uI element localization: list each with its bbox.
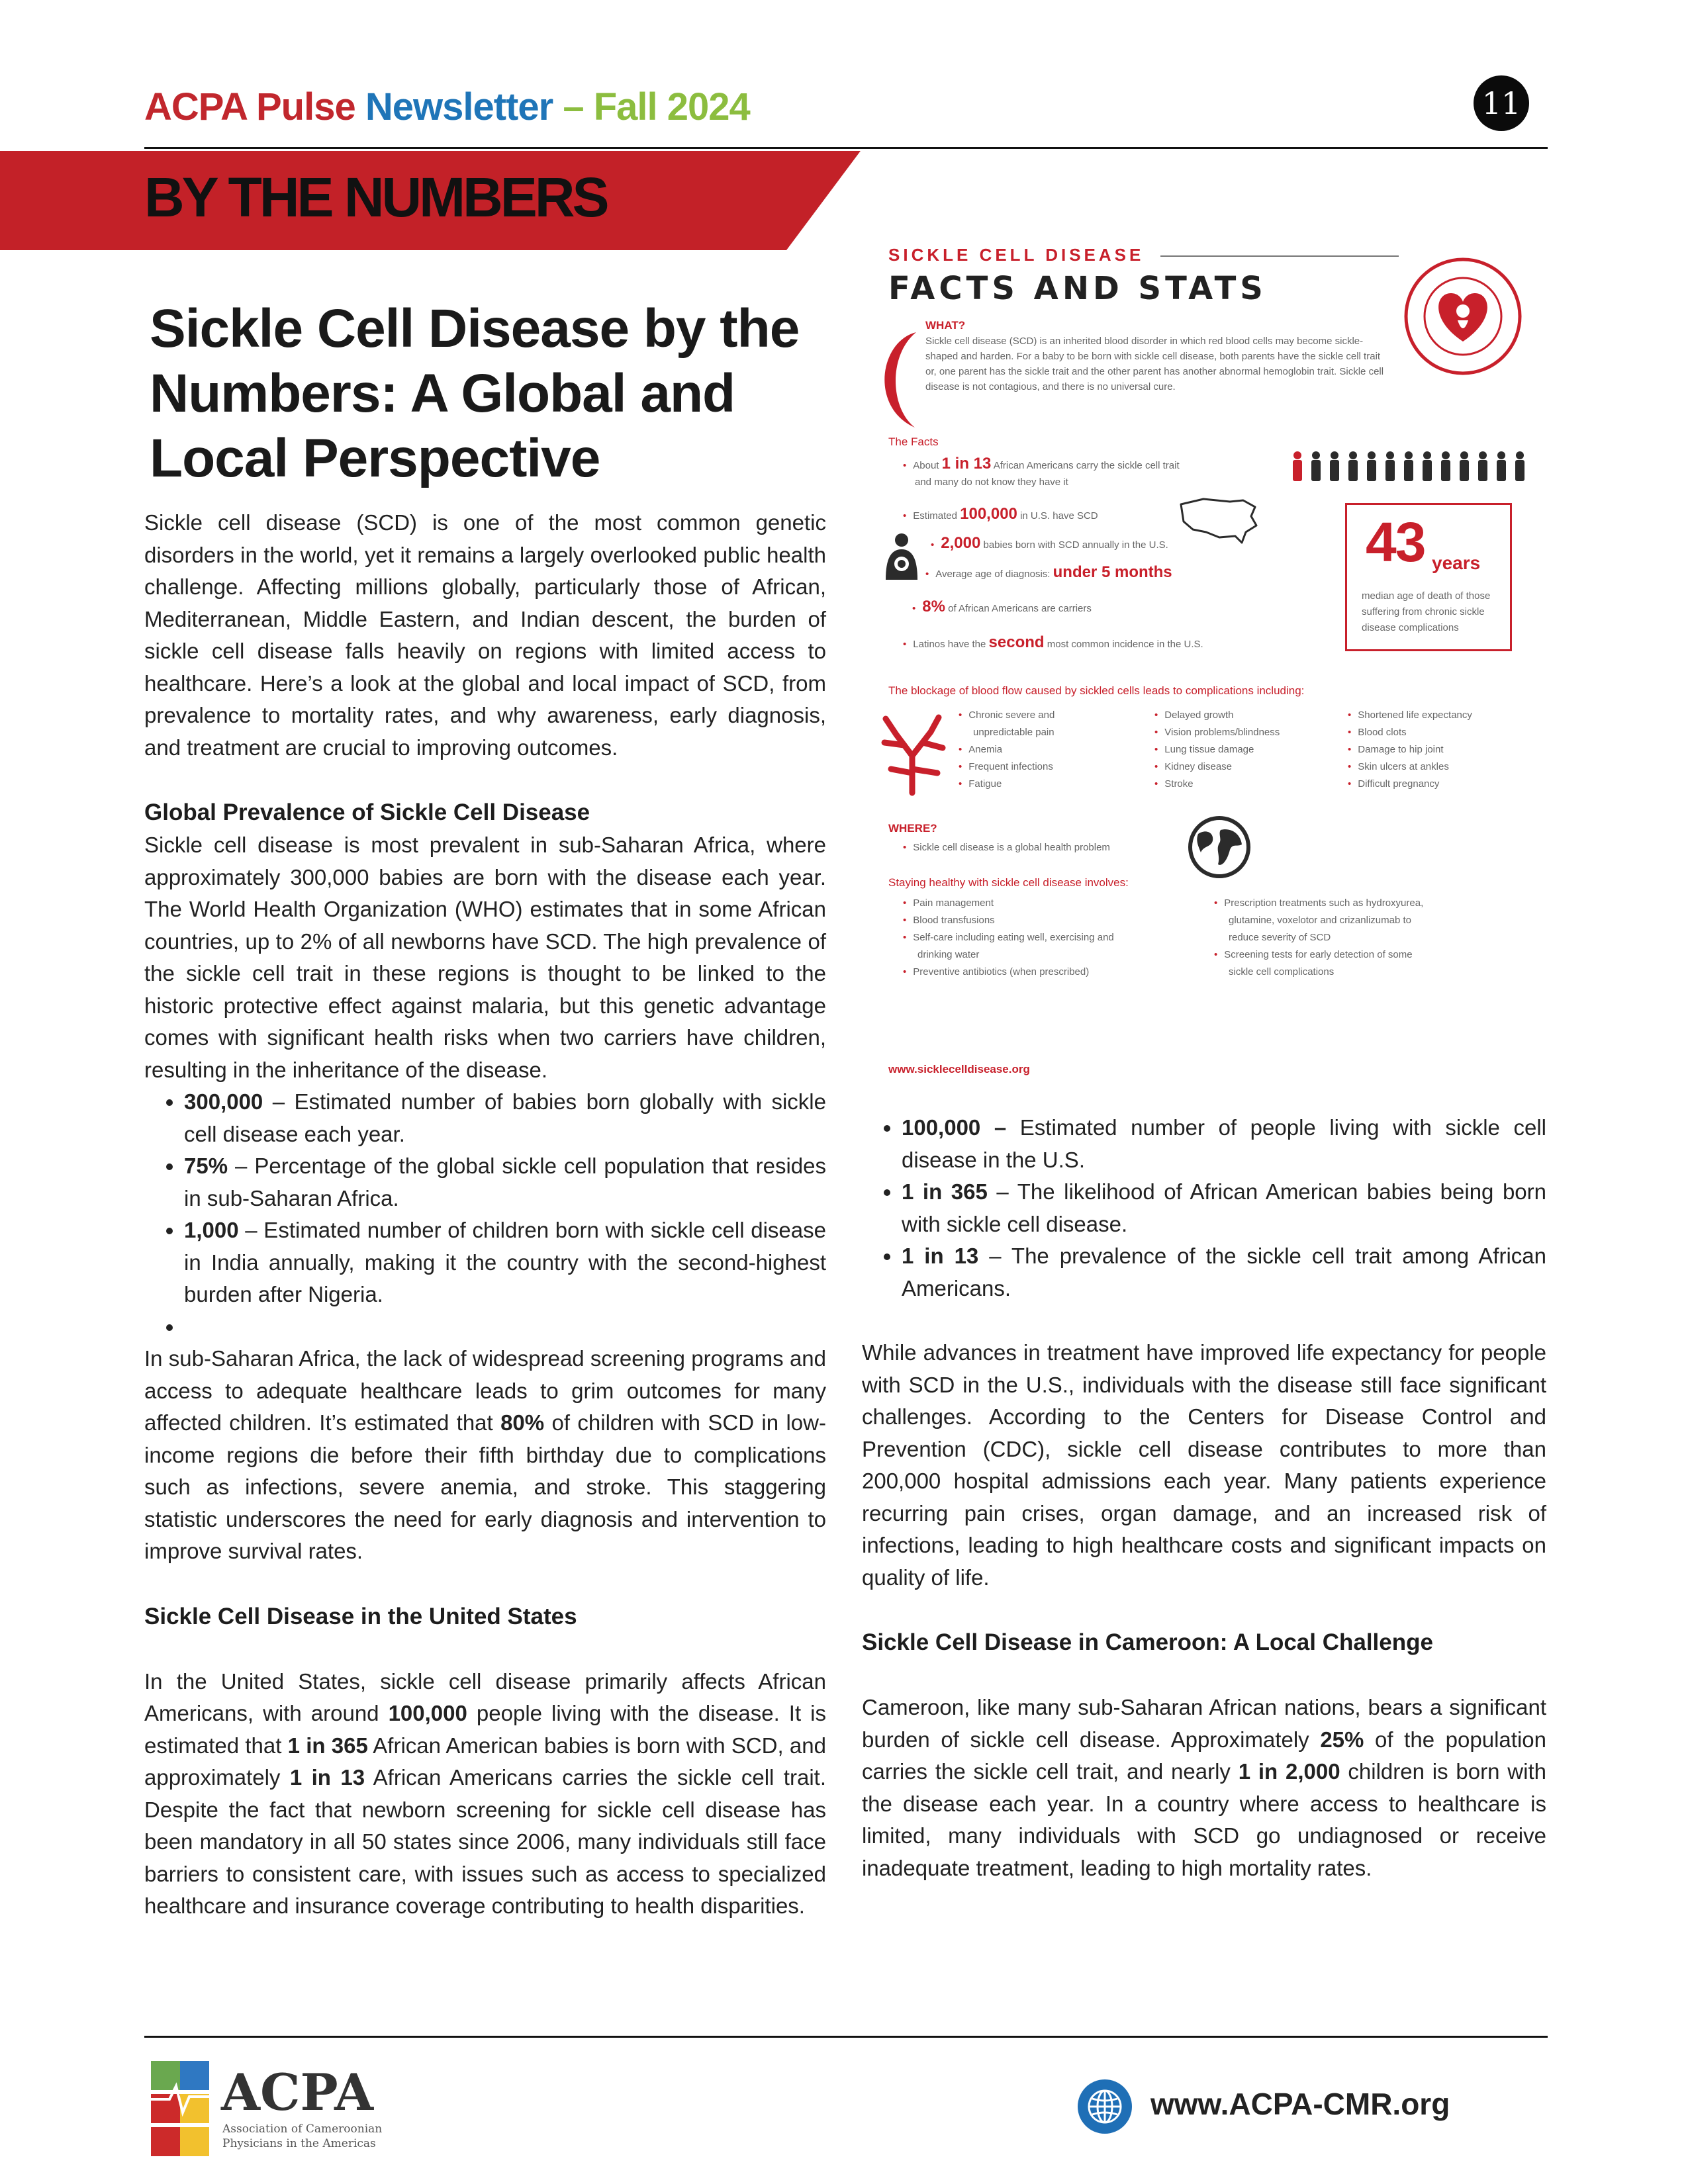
- people-row-icon: [1289, 450, 1528, 482]
- healthy-col-2: [1214, 895, 1423, 981]
- logo-subtitle-2: Physicians in the Americas: [222, 2137, 376, 2150]
- median-age-number: 43: [1366, 511, 1425, 573]
- section-banner-text: BY THE NUMBERS: [144, 166, 607, 228]
- logo-subtitle-1: Association of Cameroonian: [222, 2122, 383, 2136]
- where-text: • Sickle cell disease is a global health problem: [903, 842, 1110, 853]
- list-item: • 1 in 13 – The prevalence of the sickle cell trait among African Americans.: [902, 1240, 1546, 1304]
- empty-list-item: [184, 1311, 826, 1343]
- list-item: reduce severity of SCD: [1229, 932, 1331, 943]
- us-paragraph: In the United States, sickle cell disease primarily affects African Americans, with around 100,000 people living with the disease. It is estimated that 1 in 365 African American babies is born with SCD, and approximately 1 in 13 African Americans carries the sickle cell trait. Despite the fact that newborn screening for sickle cell disease has been mandatory in all 50 states since 2006, many individuals still face barriers to consistent care, with issues such as access to specialized healthcare and insurance coverage contributing to health disparities.: [144, 1668, 826, 1918]
- healthy-col-1: [903, 895, 1114, 981]
- list-item: • Skin ulcers at ankles: [1348, 761, 1449, 772]
- fact-6: • Latinos have the second most common incidence in the U.S.: [903, 633, 1203, 651]
- complications-col-1: [959, 707, 1055, 793]
- list-item: • Stroke: [1154, 778, 1194, 790]
- what-label: WHAT?: [925, 319, 966, 332]
- list-item: • Frequent infections: [959, 761, 1053, 772]
- list-item: unpredictable pain: [973, 727, 1055, 738]
- list-item: • 1,000 – Estimated number of children born with sickle cell disease in India annually, making it the country with the second-highest burden after Nigeria.: [184, 1214, 826, 1311]
- list-item: • 1 in 365 – The likelihood of African American babies being born with sickle cell disease.: [902, 1176, 1546, 1240]
- us-heading: Sickle Cell Disease in the United States: [144, 1603, 577, 1629]
- header-rule: [144, 147, 1548, 149]
- median-age-unit: years: [1432, 553, 1481, 573]
- list-item: • Shortened life expectancy: [1348, 709, 1472, 721]
- sickle-cell-association-seal-icon: [1403, 257, 1523, 376]
- right-column-body: [862, 1337, 1546, 1884]
- median-age-caption: median age of death of those suffering from chronic sickle disease complications: [1362, 590, 1491, 633]
- list-item: • Anemia: [959, 744, 1003, 755]
- advances-paragraph: While advances in treatment have improved life expectancy for people with SCD in the U.S., individuals with the disease still face significant challenges. According to the Centers for Disease Control and Prevention (CDC), sickle cell disease contributes to more than 200,000 hospital admissions each year. Many patients experience recurring pain crises, organ damage, and an increased risk of infections, leading to high healthcare costs and significant impacts on quality of life.: [862, 1340, 1546, 1590]
- list-item: glutamine, voxelotor and crizanlizumab to: [1229, 915, 1411, 926]
- us-map-icon: [1177, 492, 1262, 547]
- complications-col-3: [1348, 707, 1472, 793]
- list-item: • 75% – Percentage of the global sickle cell population that resides in sub-Saharan Africa.: [184, 1150, 826, 1214]
- cameroon-paragraph: Cameroon, like many sub-Saharan African nations, bears a significant burden of sickle cell disease. Approximately 25% of the population carries the sickle cell trait, and nearly 1 in 2,000 children is born with the disease each year. In a country where access to healthcare is limited, many individuals with SCD go undiagnosed or receive inadequate treatment, leading to high mortality rates.: [862, 1695, 1546, 1880]
- sickle-cell-crescent-icon: [872, 328, 919, 432]
- list-item: • Damage to hip joint: [1348, 744, 1444, 755]
- left-column: [144, 507, 826, 1923]
- complications-label: The blockage of blood flow caused by sickled cells leads to complications including:: [888, 684, 1305, 697]
- facts-label: The Facts: [888, 435, 939, 448]
- fact-5: • 8% of African Americans are carriers: [912, 598, 1092, 615]
- logo-wordmark: ACPA: [221, 2063, 374, 2122]
- website-globe-icon: [1076, 2078, 1133, 2135]
- global-paragraph: Sickle cell disease is most prevalent in sub-Saharan Africa, where approximately 300,000 babies are born with the disease each year. The World Health Organization (WHO) estimates that in some African countries, up to 2% of all newborns have SCD. The high prevalence of the sickle cell trait in these regions is thought to be linked to the historic protective effect against malaria, but this genetic advantage comes with significant health risks when two carriers have children, resulting in the inheritance of the disease.: [144, 833, 826, 1082]
- footer-rule: [144, 2036, 1548, 2038]
- article-headline: Sickle Cell Disease by the Numbers: A Global and Local Perspective: [150, 298, 800, 488]
- fact-1: • About 1 in 13 African Americans carry the sickle cell trait: [903, 455, 1180, 473]
- list-item: • 300,000 – Estimated number of babies born globally with sickle cell disease each year.: [184, 1086, 826, 1150]
- list-item: • Lung tissue damage: [1154, 744, 1254, 755]
- list-item: drinking water: [917, 949, 980, 960]
- fact-3: • 2,000 babies born with SCD annually in the U.S.: [931, 534, 1168, 552]
- list-item: • Screening tests for early detection of some: [1214, 949, 1413, 960]
- list-item: • Vision problems/blindness: [1154, 727, 1280, 738]
- infographic-url: www.sicklecelldisease.org: [888, 1063, 1030, 1075]
- list-item: • Delayed growth: [1154, 709, 1234, 721]
- mother-and-baby-icon: [882, 532, 921, 581]
- list-item: sickle cell complications: [1229, 966, 1335, 978]
- fact-4: • Average age of diagnosis: under 5 months: [925, 563, 1172, 581]
- list-item: • Self-care including eating well, exercising and: [903, 932, 1114, 943]
- median-age-box: [1345, 503, 1512, 651]
- fact-1-line-2: and many do not know they have it: [915, 477, 1068, 488]
- complications-col-2: [1154, 707, 1280, 793]
- what-text: Sickle cell disease (SCD) is an inherited blood disorder in which red blood cells may become sickle-shaped and harden. For a baby to be born with sickle cell disease, both parents have the sickle cell trait or, one parent has the sickle trait and the other parent has another abnormal hemoglobin trait. Sickle cell disease is not contagious, and there is no universal cure.: [925, 336, 1384, 392]
- healthy-label: Staying healthy with sickle cell disease involves:: [888, 876, 1129, 889]
- list-item: • Blood clots: [1348, 727, 1407, 738]
- us-stats-list: [862, 1112, 1546, 1304]
- where-label: WHERE?: [888, 822, 937, 835]
- website-link[interactable]: www.ACPA-CMR.org: [1150, 2087, 1450, 2121]
- globe-icon: [1184, 814, 1255, 880]
- global-heading: Global Prevalence of Sickle Cell Disease: [144, 799, 590, 825]
- list-item: • Preventive antibiotics (when prescribed): [903, 966, 1090, 978]
- infographic-kicker: SICKLE CELL DISEASE: [888, 245, 1145, 265]
- mortality-paragraph: In sub-Saharan Africa, the lack of widespread screening programs and access to adequate healthcare leads to grim outcomes for many affected children. It’s estimated that 80% of children with SCD in low-income regions die before their fifth birthday due to complications such as infections, severe anemia, and stroke. This staggering statistic underscores the need for early diagnosis and intervention to improve survival rates.: [144, 1346, 826, 1563]
- list-item: • 100,000 – Estimated number of people living with sickle cell disease in the U.S.: [902, 1112, 1546, 1176]
- infographic-title: FACTS AND STATS: [888, 270, 1267, 307]
- list-item: • Prescription treatments such as hydroxyurea,: [1214, 897, 1424, 909]
- fact-2: • Estimated 100,000 in U.S. have SCD: [903, 505, 1098, 523]
- list-item: • Fatigue: [959, 778, 1002, 790]
- global-stats-list: [144, 1086, 826, 1343]
- newsletter-title: ACPA Pulse Newsletter – Fall 2024: [144, 85, 750, 128]
- acpa-logo: [150, 2060, 441, 2159]
- intro-paragraph: Sickle cell disease (SCD) is one of the most common genetic disorders in the world, yet it remains a largely overlooked public health challenge. Affecting millions globally, particularly those of African, Mediterranean, Middle Eastern, and Indian descent, the burden of sickle cell disease falls heavily on regions with limited access to healthcare. Here’s a look at the global and local impact of SCD, from prevalence to mortality rates, and why awareness, early diagnosis, and treatment are crucial to improving outcomes.: [144, 510, 826, 760]
- infographic: [859, 217, 1545, 1093]
- list-item: • Chronic severe and: [959, 709, 1055, 721]
- blood-vessel-icon: [876, 713, 948, 797]
- list-item: • Difficult pregnancy: [1348, 778, 1440, 790]
- list-item: • Blood transfusions: [903, 915, 995, 926]
- infographic-kicker-rule: [1160, 255, 1399, 257]
- right-column-stats: [862, 1112, 1546, 1304]
- list-item: • Kidney disease: [1154, 761, 1232, 772]
- page-number: 11: [1474, 75, 1529, 131]
- list-item: • Pain management: [903, 897, 994, 909]
- cameroon-heading: Sickle Cell Disease in Cameroon: A Local Challenge: [862, 1629, 1433, 1655]
